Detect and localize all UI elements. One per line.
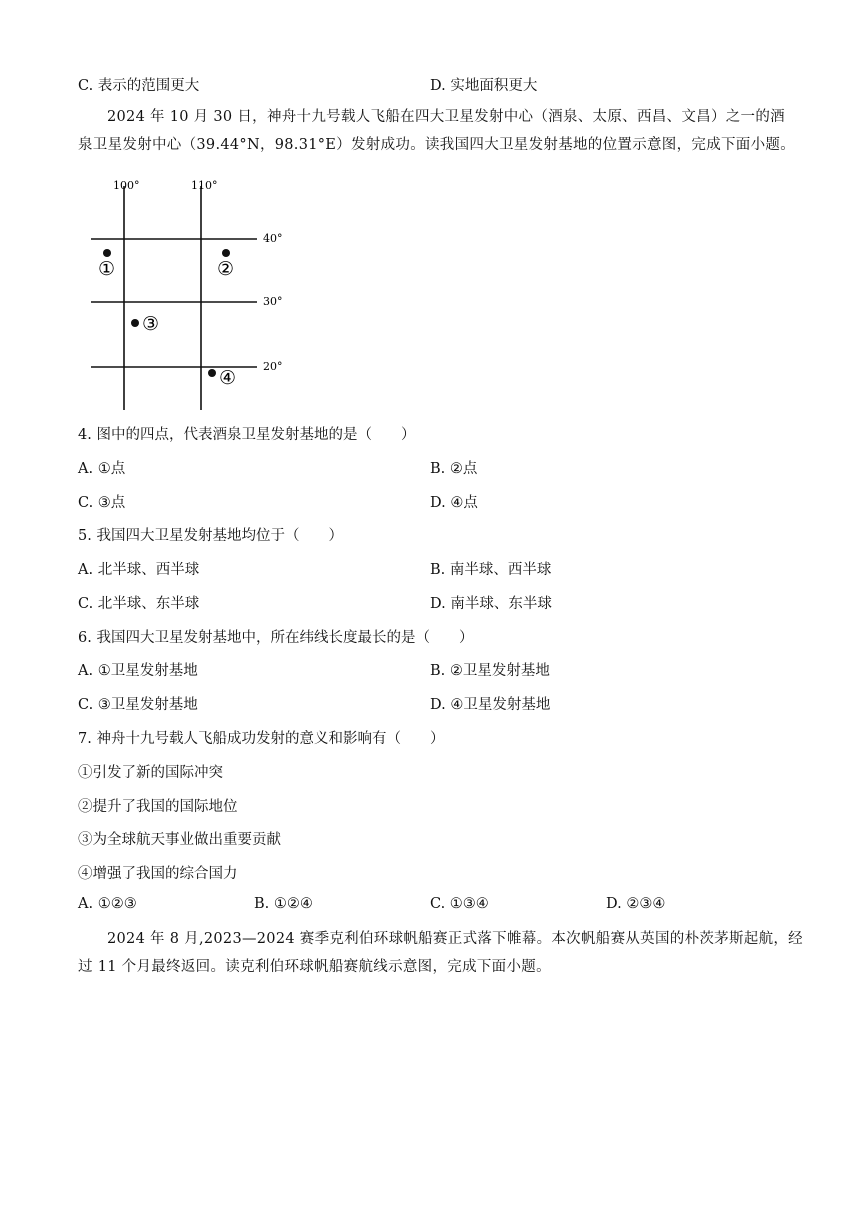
point-2-label: ② bbox=[217, 258, 235, 280]
question-4-option-c: C. ③点 bbox=[78, 495, 126, 511]
point-3-marker bbox=[131, 319, 139, 327]
question-6-option-b: B. ②卫星发射基地 bbox=[430, 663, 550, 679]
question-5-option-c: C. 北半球、东半球 bbox=[78, 596, 200, 612]
launch-base-grid-figure bbox=[85, 172, 305, 412]
question-6-stem: 6. 我国四大卫星发射基地中，所在纬线长度最长的是（ ） bbox=[78, 630, 474, 646]
question-4-stem: 4. 图中的四点，代表酒泉卫星发射基地的是（ ） bbox=[78, 427, 416, 443]
lat-label-30: 30° bbox=[263, 295, 283, 308]
question-7-option-d: D. ②③④ bbox=[606, 896, 666, 912]
point-1-label: ① bbox=[98, 258, 116, 280]
point-4-marker bbox=[208, 369, 216, 377]
point-4-label: ④ bbox=[219, 367, 237, 389]
q3-option-d: D. 实地面积更大 bbox=[430, 78, 538, 94]
intro2-line-2: 过 11 个月最终返回。读克利伯环球帆船赛航线示意图，完成下面小题。 bbox=[78, 959, 551, 975]
lon-label-100: 100° bbox=[113, 179, 140, 192]
question-4-option-a: A. ①点 bbox=[78, 461, 126, 477]
intro-line-2: 泉卫星发射中心（39.44°N，98.31°E）发射成功。读我国四大卫星发射基地的位置示意图，完成下面小题。 bbox=[78, 137, 795, 153]
lat-label-20: 20° bbox=[263, 360, 283, 373]
question-5-option-a: A. 北半球、西半球 bbox=[78, 562, 200, 578]
intro-paragraph-launch bbox=[78, 103, 795, 159]
point-2-marker bbox=[222, 249, 230, 257]
question-7-statement-1: ①引发了新的国际冲突 bbox=[78, 765, 223, 781]
question-4-option-b: B. ②点 bbox=[430, 461, 478, 477]
question-7-option-b: B. ①②④ bbox=[254, 896, 313, 912]
lat-label-40: 40° bbox=[263, 232, 283, 245]
question-6-option-c: C. ③卫星发射基地 bbox=[78, 697, 198, 713]
question-7-statement-3: ③为全球航天事业做出重要贡献 bbox=[78, 832, 281, 848]
question-6-option-d: D. ④卫星发射基地 bbox=[430, 697, 551, 713]
lon-label-110: 110° bbox=[191, 179, 218, 192]
intro-line-1: 2024 年 10 月 30 日，神舟十九号载人飞船在四大卫星发射中心（酒泉、太原、西昌、文昌）之一的酒 bbox=[107, 109, 785, 125]
point-3-label: ③ bbox=[142, 313, 160, 335]
intro2-line-1: 2024 年 8 月,2023—2024 赛季克利伯环球帆船赛正式落下帷幕。本次帆船赛从英国的朴茨茅斯起航，经 bbox=[107, 931, 803, 947]
question-7-option-c: C. ①③④ bbox=[430, 896, 489, 912]
point-1-marker bbox=[103, 249, 111, 257]
question-5-stem: 5. 我国四大卫星发射基地均位于（ ） bbox=[78, 528, 343, 544]
question-7-option-a: A. ①②③ bbox=[78, 896, 137, 912]
question-7-statement-4: ④增强了我国的综合国力 bbox=[78, 866, 238, 882]
question-7-stem: 7. 神舟十九号载人飞船成功发射的意义和影响有（ ） bbox=[78, 731, 445, 747]
question-7-statement-2: ②提升了我国的国际地位 bbox=[78, 799, 238, 815]
question-4-option-d: D. ④点 bbox=[430, 495, 478, 511]
intro-paragraph-clipper-race bbox=[78, 925, 803, 981]
question-5-option-d: D. 南半球、东半球 bbox=[430, 596, 552, 612]
question-6-option-a: A. ①卫星发射基地 bbox=[78, 663, 198, 679]
q3-option-c: C. 表示的范围更大 bbox=[78, 78, 200, 94]
question-5-option-b: B. 南半球、西半球 bbox=[430, 562, 552, 578]
